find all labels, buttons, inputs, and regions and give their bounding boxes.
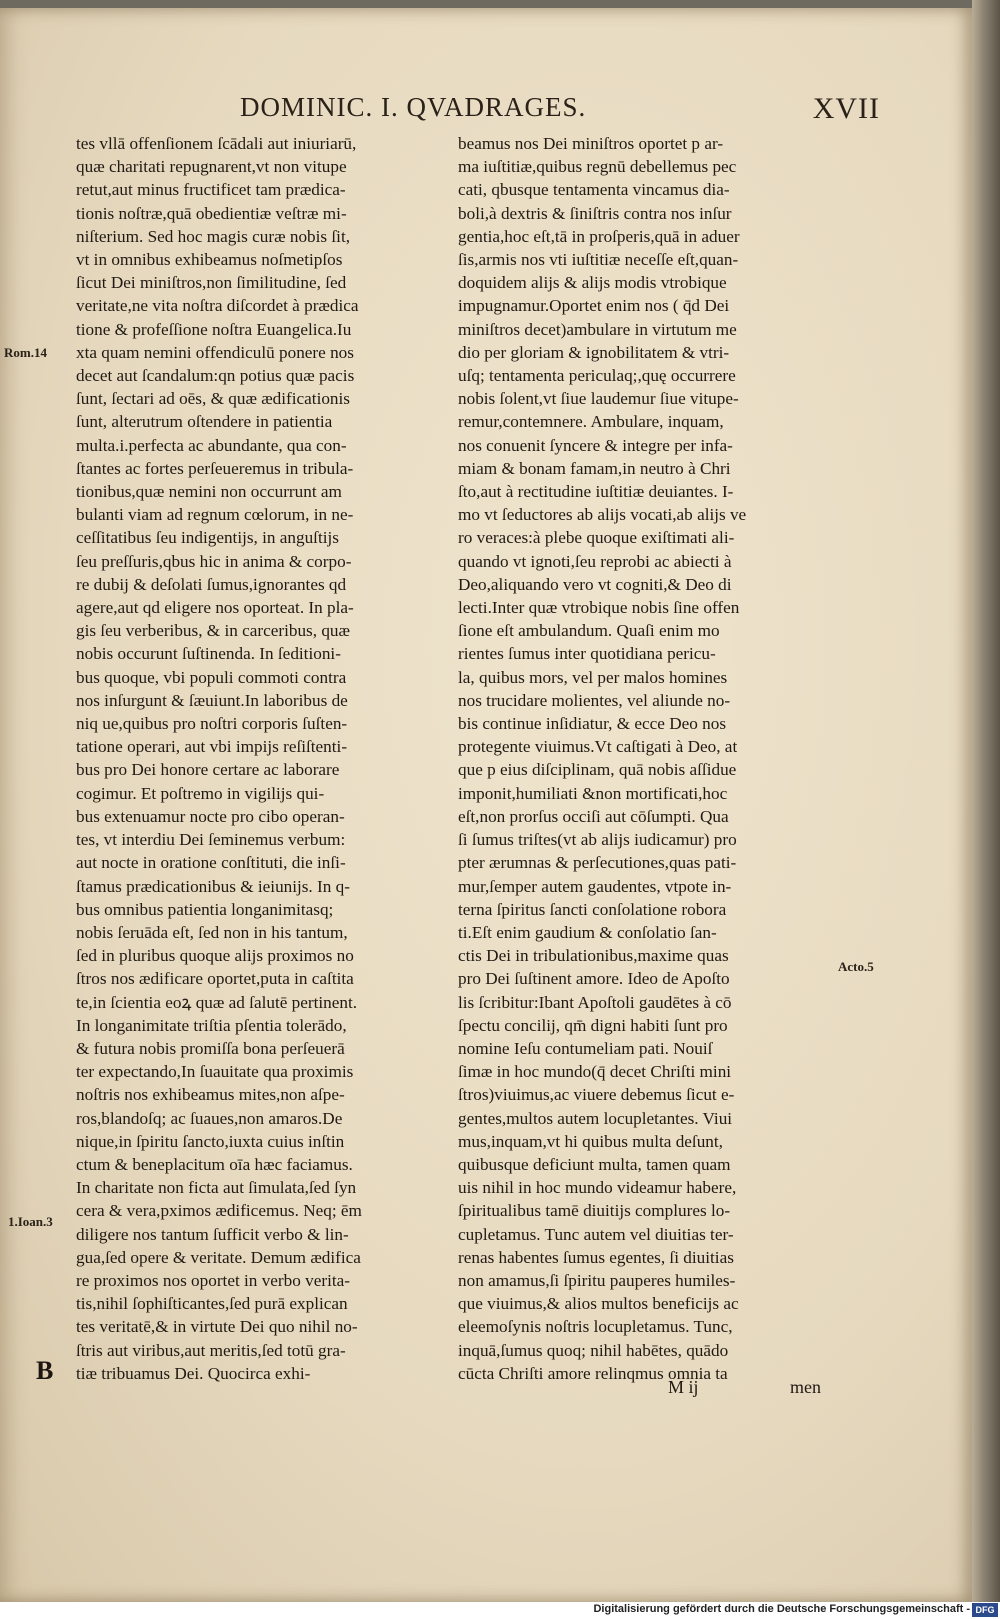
text-line: bus quoque, vbi populi commoti contra bbox=[76, 667, 347, 687]
text-line: tes veritatē,& in virtute Dei quo nihil no- bbox=[76, 1317, 358, 1337]
margin-note-act: Acto.5 bbox=[838, 959, 874, 974]
text-line: nomine Ieſu contumeliam pati. Nouiſ bbox=[458, 1038, 713, 1058]
margin-note-rom: Rom.14 bbox=[4, 345, 47, 360]
text-line: ſis,armis nos vti iuſtitiæ neceſſe eſt,quan- bbox=[458, 250, 739, 270]
text-line: nos trucidare molientes, vel aliunde no- bbox=[458, 690, 731, 710]
text-line: tionibus,quæ nemini non occurrunt am bbox=[76, 482, 342, 502]
text-line: xta quam nemini offendiculū ponere nos bbox=[76, 342, 354, 362]
text-line: remur,contemnere. Ambulare, inquam, bbox=[458, 412, 724, 432]
text-line: eſt,non prorſus occiſi aut cōſumpti. Qua bbox=[458, 806, 729, 826]
footer-text: Digitalisierung gefördert durch die Deutsche Forschungsgemeinschaft - bbox=[593, 1603, 970, 1615]
catchword: men bbox=[790, 1377, 821, 1397]
text-line: nobis ſolent,vt ſiue laudemur ſiue vitupe- bbox=[458, 389, 739, 409]
text-line: ros,blandoſq; ac ſuaues,non amaros.De bbox=[76, 1108, 343, 1128]
text-line: inquā,ſumus quoq; nihil habētes, quādo bbox=[458, 1340, 729, 1360]
text-line: ſunt, ſectari ad oēs, & quæ ædificationis bbox=[76, 389, 350, 409]
text-line: te,in ſcientia eoꝝ quæ ad ſalutē pertinent. bbox=[76, 992, 358, 1012]
text-line: diligere nos tantum ſufficit verbo & lin- bbox=[76, 1224, 349, 1244]
text-column-right bbox=[458, 132, 830, 1385]
text-line: rientes ſumus inter quotidiana pericu- bbox=[458, 644, 716, 664]
text-line: re proximos nos oportet in verbo verita- bbox=[76, 1270, 350, 1290]
text-line: ſtros nos ædificare oportet,puta in caſtita bbox=[76, 969, 354, 989]
text-line: nobis ſeruāda eſt, ſed non in his tantum, bbox=[76, 922, 348, 942]
text-line: cati, qbusque tentamenta vincamus dia- bbox=[458, 180, 730, 200]
text-line: niſterium. Sed hoc magis curæ nobis ſit, bbox=[76, 226, 351, 246]
page-edge bbox=[972, 0, 1000, 1602]
text-line: terna ſpiritus ſancti conſolatione robora bbox=[458, 899, 727, 919]
text-line: impugnamur.Oportet enim nos ( q̄d Dei bbox=[458, 296, 730, 316]
text-line: dio per gloriam & ignobilitatem & vtri- bbox=[458, 342, 730, 362]
running-head-title: DOMINIC. I. QVADRAGES. bbox=[240, 92, 587, 122]
text-line: que p eius diſciplinam, quā nobis aſſidue bbox=[458, 760, 737, 780]
text-line: ſtros)viuimus,ac viuere debemus ſicut e- bbox=[458, 1085, 735, 1105]
text-line: nos conuenit ſyncere & integre per infa- bbox=[458, 435, 733, 455]
text-line: In charitate non ficta aut ſimulata,ſed ſyn bbox=[76, 1178, 357, 1198]
text-line: ſpiritualibus tamē diuitĳs complures lo- bbox=[458, 1201, 731, 1221]
text-line: ro veraces:à plebe quoque exiſtimati ali- bbox=[458, 528, 735, 548]
text-line: gentia,hoc eſt,tā in proſperis,quā in aduer bbox=[458, 226, 740, 246]
text-line: ſtantes ac fortes perſeueremus in tribula- bbox=[76, 458, 354, 478]
text-line: ter expectando,In ſuauitate qua proximis bbox=[76, 1062, 354, 1082]
text-line: noſtris nos exhibeamus mites,non aſpe- bbox=[76, 1085, 345, 1105]
text-line: decet aut ſcandalum:qn potius quæ pacis bbox=[76, 366, 355, 386]
text-line: cūcta Chriſti amore relinqmus omnia ta bbox=[458, 1363, 728, 1383]
text-line: ctis Dei in tribulationibus,maxime quas bbox=[458, 946, 729, 966]
text-line: nique,in ſpiritu ſancto,iuxta cuius inſtin bbox=[76, 1131, 345, 1151]
signature-catch: M ĳ bbox=[668, 1377, 699, 1397]
text-line: quæ charitati repugnarent,vt non vitupe bbox=[76, 157, 347, 177]
text-column-left bbox=[76, 132, 431, 1385]
footer-bar bbox=[0, 1602, 1000, 1619]
text-line: ctum & beneplacitum oīa hæc faciamus. bbox=[76, 1154, 353, 1174]
text-line: mo vt ſeductores ab alĳs vocati,ab alĳs ve bbox=[458, 505, 747, 525]
text-line: quando vt ignoti,ſeu reprobi ac abiecti à bbox=[458, 551, 732, 571]
text-line: gua,ſed opere & veritate. Demum ædifica bbox=[76, 1247, 361, 1267]
text-line: tiæ tribuamus Dei. Quocirca exhi- bbox=[76, 1363, 311, 1383]
text-line: ſione eſt ambulandum. Quaſi enim mo bbox=[458, 621, 720, 641]
text-line: renas habentes ſumus egentes, ſi diuitias bbox=[458, 1247, 734, 1267]
text-line: cera & vera,pximos ædificemus. Neq; ēm bbox=[76, 1201, 362, 1221]
text-line: lis ſcribitur:Ibant Apoſtoli gaudētes à cō bbox=[458, 992, 732, 1012]
text-line: niq ue,quibus pro noſtri corporis ſuſten- bbox=[76, 714, 348, 734]
text-line: aut nocte in oratione conſtituti, die inſi- bbox=[76, 853, 346, 873]
text-line: nobis occurunt ſuſtinenda. In ſeditioni- bbox=[76, 644, 341, 664]
text-line: veritate,ne vita noſtra diſcordet à prædica bbox=[76, 296, 359, 316]
text-line: bus pro Dei honore certare ac laborare bbox=[76, 760, 340, 780]
text-line: gis ſeu verberibus, & in carceribus, quæ bbox=[76, 621, 350, 641]
text-line: & futura nobis promiſſa bona perſeuerā bbox=[76, 1038, 345, 1058]
text-line: ſpectu concilĳ, qm̄ digni habiti ſunt pro bbox=[458, 1015, 728, 1035]
text-line: tatione operari, aut vbi impĳs reſiſtenti- bbox=[76, 737, 348, 757]
text-line: multa.i.perfecta ac abundante, qua con- bbox=[76, 435, 347, 455]
text-line: protegente viuimus.Vt caſtigati à Deo, at bbox=[458, 737, 738, 757]
text-line: ſed in pluribus quoque alĳs proximos no bbox=[76, 946, 354, 966]
text-line: vt in omnibus exhibeamus noſmetipſos bbox=[76, 250, 343, 270]
text-line: tes, vt interdiu Dei ſeminemus verbum: bbox=[76, 830, 346, 850]
text-line: re dubĳ & deſolati ſumus,ignorantes qd bbox=[76, 574, 347, 594]
text-line: uſq; tentamenta periculaq;,quę occurrere bbox=[458, 366, 736, 386]
text-line: In longanimitate triſtia pſentia tolerādo, bbox=[76, 1015, 347, 1035]
text-line: lecti.Inter quæ vtrobique nobis ſine offen bbox=[458, 598, 740, 618]
text-line: ſeu preſſuris,qbus hic in anima & corpo- bbox=[76, 551, 352, 571]
text-line: tis,nihil ſophiſticantes,ſed purā explican bbox=[76, 1294, 348, 1314]
text-line: ſunt, alterutrum oſtendere in patientia bbox=[76, 412, 333, 432]
text-line: eleemoſynis noſtris locupletamus. Tunc, bbox=[458, 1317, 733, 1337]
text-line: pter ærumnas & perſecutiones,quas pati- bbox=[458, 853, 737, 873]
text-line: miam & bonam famam,in neutro à Chri bbox=[458, 458, 731, 478]
text-line: ſi ſumus triſtes(vt ab alĳs iudicamur) pro bbox=[458, 830, 737, 850]
text-line: tes vllā offenſionem ſcādali aut iniuriarū, bbox=[76, 134, 357, 153]
text-line: cupletamus. Tunc autem vel diuitias ter- bbox=[458, 1224, 734, 1244]
text-line: imponit,humiliati &non mortificati,hoc bbox=[458, 783, 728, 803]
text-line: bus extenuamur nocte pro cibo operan- bbox=[76, 806, 345, 826]
text-line: bis continue inſidiatur, & ecce Deo nos bbox=[458, 714, 727, 734]
text-line: la, quibus mors, vel per malos homines bbox=[458, 667, 728, 687]
text-line: mus,inquam,vt hi quibus multa deſunt, bbox=[458, 1131, 723, 1151]
text-line: ſtris aut viribus,aut meritis,ſed totū gra- bbox=[76, 1340, 346, 1360]
text-line: ma iuſtitiæ,quibus regnū debellemus pec bbox=[458, 157, 737, 177]
text-line: tionis noſtræ,quā obedientiæ veſtræ mi- bbox=[76, 203, 347, 223]
margin-note-ioan: 1.Ioan.3 bbox=[8, 1214, 53, 1229]
text-line: ſimæ in hoc mundo(q̄ decet Chriſti mini bbox=[458, 1062, 732, 1082]
text-line: miniſtros decet)ambulare in virtutum me bbox=[458, 319, 737, 339]
dfg-logo: DFG bbox=[972, 1603, 998, 1617]
text-line: beamus nos Dei miniſtros oportet p ar- bbox=[458, 134, 724, 153]
text-line: gentes,multos autem locupletantes. Viui bbox=[458, 1108, 733, 1128]
text-line: doquidem alĳs & alĳs modis vtrobique bbox=[458, 273, 727, 293]
text-line: cogimur. Et poſtremo in vigilĳs qui- bbox=[76, 783, 325, 803]
text-line: mur,ſemper autem gaudentes, vtpote in- bbox=[458, 876, 732, 896]
text-line: bus omnibus patientia longanimitasq; bbox=[76, 899, 334, 919]
text-line: ceſſitatibus ſeu indigentĳs, in anguſtĳs bbox=[76, 528, 339, 548]
text-line: agere,aut qd eligere nos oporteat. In pla- bbox=[76, 598, 354, 618]
text-line: que viuimus,& alios multos beneficĳs ac bbox=[458, 1294, 739, 1314]
text-line: uis nihil in hoc mundo videamur habere, bbox=[458, 1178, 737, 1198]
text-line: pro Dei ſuſtinent amore. Ideo de Apoſto bbox=[458, 969, 730, 989]
text-line: nos inſurgunt & ſæuiunt.In laboribus de bbox=[76, 690, 348, 710]
text-line: ſtamus prædicationibus & ieiunĳs. In q- bbox=[76, 876, 350, 896]
running-head bbox=[240, 92, 880, 132]
text-line: ſicut Dei miniſtros,non ſimilitudine, ſed bbox=[76, 273, 347, 293]
text-line: bulanti viam ad regnum cœlorum, in ne- bbox=[76, 505, 354, 525]
text-line: ſto,aut à rectitudine iuſtitiæ deuiantes. I- bbox=[458, 482, 734, 502]
text-line: ti.Eſt enim gaudium & conſolatio ſan- bbox=[458, 922, 717, 942]
signature-mark: B bbox=[36, 1356, 54, 1385]
text-line: retut,aut minus fructificet tam prædica- bbox=[76, 180, 346, 200]
text-line: non amamus,ſi ſpiritu pauperes humiles- bbox=[458, 1270, 736, 1290]
text-line: boli,à dextris & ſiniſtris contra nos inſur bbox=[458, 203, 732, 223]
text-line: tione & profeſſione noſtra Euangelica.Iu bbox=[76, 319, 352, 339]
text-line: quibusque deficiunt multa, tamen quam bbox=[458, 1154, 731, 1174]
folio-number: XVII bbox=[812, 92, 880, 125]
text-line: Deo,aliquando vero vt cogniti,& Deo di bbox=[458, 574, 732, 594]
